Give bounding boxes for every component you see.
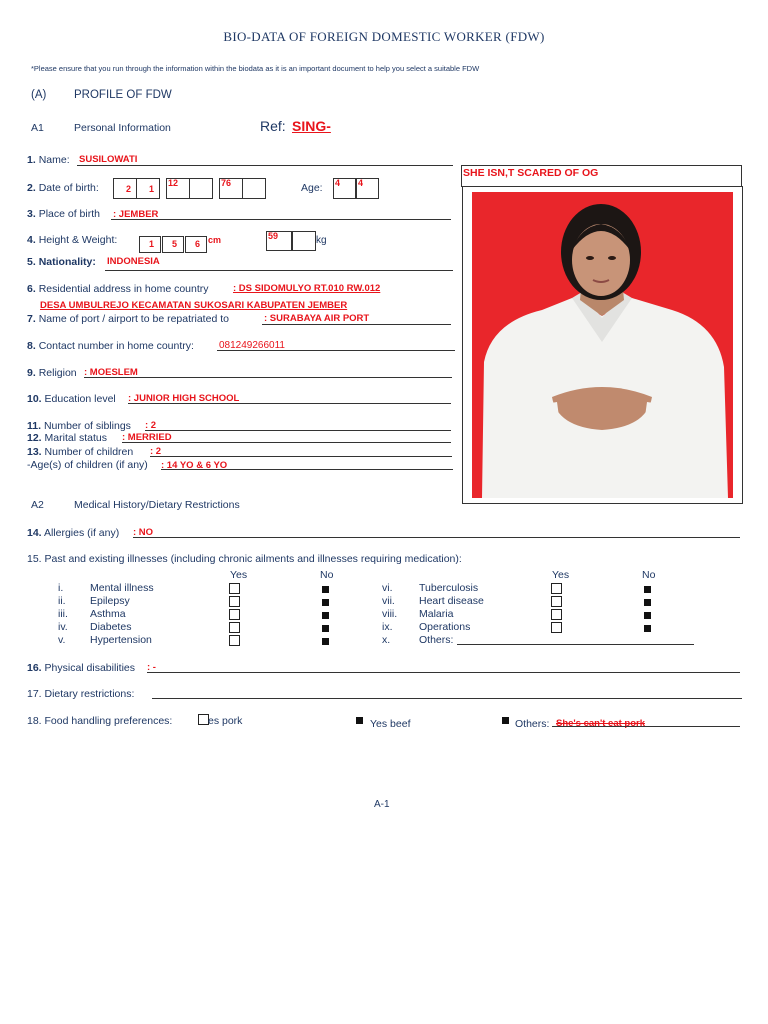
illness-name: Hypertension <box>90 634 152 646</box>
fdw-photo <box>472 192 733 498</box>
food-others-underline <box>552 726 740 727</box>
pob-underline <box>111 219 451 220</box>
siblings-row: 11. Number of siblings <box>27 420 131 432</box>
religion-row: 9. Religion <box>27 367 77 379</box>
illness-roman: ii. <box>58 595 66 607</box>
illness-name: Malaria <box>419 608 454 620</box>
illness-roman: vi. <box>382 582 393 594</box>
age-label: Age: <box>301 182 323 194</box>
name-underline <box>77 165 453 166</box>
marital-value[interactable]: : MERRIED <box>122 432 172 443</box>
dob-month: 12 <box>168 178 179 188</box>
dob-day-box-1[interactable] <box>113 178 137 199</box>
no-checkbox-filled[interactable] <box>322 625 329 632</box>
others-checkbox-filled[interactable] <box>502 717 509 724</box>
allergy-row: 14. Allergies (if any) <box>27 527 120 539</box>
illness-roman: vii. <box>382 595 395 607</box>
address-line-2[interactable]: DESA UMBULREJO KECAMATAN SUKOSARI KABUPATEN JEMBER <box>40 300 348 311</box>
allergy-value[interactable]: : NO <box>133 527 154 538</box>
age-digit-2: 4 <box>358 178 364 188</box>
yes-checkbox[interactable] <box>229 622 240 633</box>
contact-underline <box>217 350 455 351</box>
right-no-header: No <box>642 569 656 581</box>
children-ages-underline <box>161 469 453 470</box>
no-checkbox-filled[interactable] <box>644 599 651 606</box>
yes-checkbox[interactable] <box>229 583 240 594</box>
illness-roman: ix. <box>382 621 393 633</box>
religion-value[interactable]: : MOESLEM <box>84 367 138 378</box>
yes-checkbox[interactable] <box>551 596 562 607</box>
yes-checkbox[interactable] <box>551 622 562 633</box>
food-others-value[interactable]: She's can't eat pork <box>556 718 645 729</box>
no-checkbox-filled[interactable] <box>322 612 329 619</box>
page-number: A-1 <box>374 799 390 810</box>
no-checkbox-filled[interactable] <box>322 586 329 593</box>
height-unit: cm <box>208 235 222 245</box>
marital-underline <box>122 442 451 443</box>
no-checkbox-filled[interactable] <box>322 638 329 645</box>
height-digit-2: 5 <box>172 239 178 249</box>
left-no-header: No <box>320 569 334 581</box>
illness-name: Operations <box>419 621 471 633</box>
no-checkbox-filled[interactable] <box>644 625 651 632</box>
photo-frame <box>462 186 743 504</box>
illness-name: Others: <box>419 634 454 646</box>
instruction-note: *Please ensure that you run through the information within the biodata as it is an important document to help you select a suitable FDW <box>31 64 480 73</box>
education-value[interactable]: : JUNIOR HIGH SCHOOL <box>128 393 240 404</box>
education-row: 10. Education level <box>27 393 116 405</box>
yes-checkbox[interactable] <box>229 635 240 646</box>
dob-row: 2. Date of birth: <box>27 182 99 194</box>
yes-checkbox[interactable] <box>229 596 240 607</box>
nationality-value[interactable]: INDONESIA <box>107 256 160 267</box>
pob-row: 3. Place of birth <box>27 208 100 220</box>
children-ages-label: -Age(s) of children (if any) <box>27 459 148 471</box>
children-row: 13. Number of children <box>27 446 134 458</box>
food-others-label: Others: <box>515 718 550 730</box>
left-yes-header: Yes <box>230 569 248 581</box>
document-title: BIO-DATA OF FOREIGN DOMESTIC WORKER (FDW) <box>223 29 545 44</box>
address-line-1[interactable]: : DS SIDOMULYO RT.010 RW.012 <box>233 283 381 294</box>
illness-name: Mental illness <box>90 582 154 594</box>
allergy-underline <box>133 537 740 538</box>
dob-day-digit-1: 2 <box>126 184 132 194</box>
nationality-underline <box>105 270 453 271</box>
children-underline <box>150 456 452 457</box>
contact-row: 8. Contact number in home country: <box>27 340 194 352</box>
illness-question: 15. Past and existing illnesses (including chronic ailments and illnesses requiring medication): <box>27 553 462 565</box>
name-row: 1. Name: <box>27 154 70 166</box>
hw-row: 4. Height & Weight: <box>27 234 118 246</box>
nationality-label: 5. Nationality: <box>27 256 96 268</box>
disability-underline <box>147 672 740 673</box>
education-underline <box>128 403 451 404</box>
dob-year: 76 <box>221 178 232 188</box>
yes-checkbox[interactable] <box>551 609 562 620</box>
port-row: 7. Name of port / airport to be repatriated to <box>27 313 229 325</box>
diet-label: 17. Dietary restrictions: <box>27 688 135 700</box>
age-digit-1: 4 <box>335 178 341 188</box>
ref-label: Ref: <box>260 118 286 134</box>
no-checkbox-filled[interactable] <box>644 586 651 593</box>
diet-underline[interactable] <box>152 698 742 699</box>
illness-name: Diabetes <box>90 621 132 633</box>
a2-code: A2 <box>31 499 44 511</box>
illness-roman: iv. <box>58 621 68 633</box>
food-label: 18. Food handling preferences: <box>27 715 173 727</box>
illness-roman: i. <box>58 582 64 594</box>
dob-day-box-2[interactable] <box>136 178 160 199</box>
illness-name: Tuberculosis <box>419 582 479 594</box>
a1-title: Personal Information <box>74 122 171 134</box>
dob-day-digit-2: 1 <box>149 184 155 194</box>
section-title: PROFILE OF FDW <box>74 89 172 101</box>
others-underline <box>457 644 694 645</box>
yes-checkbox[interactable] <box>551 583 562 594</box>
weight-box-2[interactable] <box>292 231 316 251</box>
illness-roman: viii. <box>382 608 398 620</box>
weight-value: 59 <box>268 231 279 241</box>
a2-title: Medical History/Dietary Restrictions <box>74 499 240 511</box>
illness-name: Asthma <box>90 608 126 620</box>
illness-roman: x. <box>382 634 391 646</box>
children-ages-value[interactable]: : 14 YO & 6 YO <box>161 460 228 471</box>
section-code: (A) <box>31 89 47 101</box>
photo-caption: SHE ISN,T SCARED OF OG <box>463 167 599 179</box>
siblings-value[interactable]: : 2 <box>145 420 157 431</box>
siblings-underline <box>145 430 451 431</box>
food-beef: Yes beef <box>370 718 411 730</box>
port-value[interactable]: : SURABAYA AIR PORT <box>264 313 370 324</box>
no-checkbox-filled[interactable] <box>644 612 651 619</box>
disability-row: 16. Physical disabilities <box>27 662 135 674</box>
illness-name: Heart disease <box>419 595 484 607</box>
pob-value[interactable]: : JEMBER <box>113 209 159 220</box>
children-value[interactable]: : 2 <box>150 446 162 457</box>
marital-row: 12. Marital status <box>27 432 107 444</box>
right-yes-header: Yes <box>552 569 570 581</box>
a1-code: A1 <box>31 122 44 134</box>
ref-value: SING- <box>292 118 331 134</box>
religion-underline <box>84 377 452 378</box>
yes-checkbox[interactable] <box>229 609 240 620</box>
name-value[interactable]: SUSILOWATI <box>79 154 138 165</box>
food-pork: es pork <box>208 715 243 727</box>
height-digit-1: 1 <box>149 239 155 249</box>
portrait-illustration <box>472 192 733 498</box>
beef-checkbox-filled[interactable] <box>356 717 363 724</box>
disability-value[interactable]: : - <box>147 662 156 673</box>
address-row: 6. Residential address in home country <box>27 283 209 295</box>
no-checkbox-filled[interactable] <box>322 599 329 606</box>
weight-unit: kg <box>316 235 327 246</box>
dob-month-box-2[interactable] <box>189 178 213 199</box>
illness-name: Epilepsy <box>90 595 130 607</box>
dob-year-box-2[interactable] <box>242 178 266 199</box>
illness-roman: iii. <box>58 608 68 620</box>
height-digit-3: 6 <box>195 239 201 249</box>
port-underline <box>262 324 451 325</box>
illness-roman: v. <box>58 634 66 646</box>
contact-value[interactable]: 081249266011 <box>219 340 285 351</box>
